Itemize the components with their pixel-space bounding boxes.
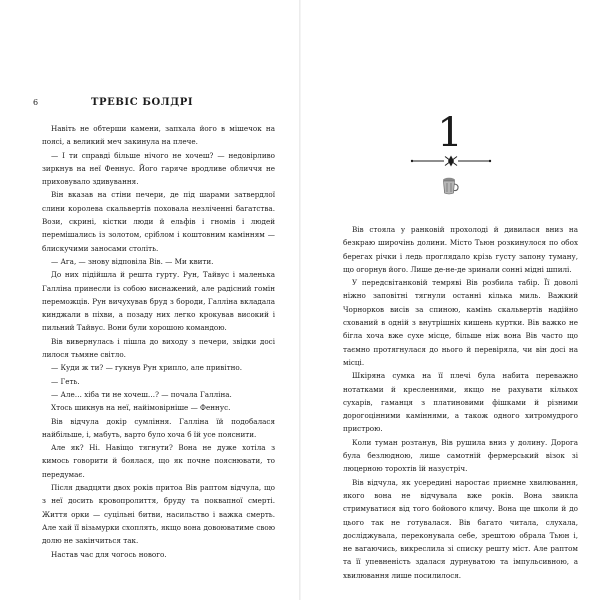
paragraph: Вів відчула, як усередині наростає приємне хвилювання, якого вона не відчувала вже років. Вона звикла стримуватися від того бойового кличу. Вона ще школи й до цього так не готувалася. Вів багато читала, слухала, досліджувала, переконувала себе, зрештою обрала Тьюн і, не вагаючись, викреслила зі списку решту міст. Але раптом та її упевненість здалася дурнуватою та імпульсивною, а хвилювання лише посилилося. xyxy=(343,477,578,580)
page-number: 6 xyxy=(33,98,39,107)
paragraph: Коли туман розтанув, Вів рушила вниз у долину. Дорога була безлюдною, лише самотній фермерський візок зі люцерною торохтів їй назустріч. xyxy=(343,437,578,474)
paragraph: У передсвітанковій темряві Вів розбила табір. Її доволі ніжно заповітні тягнули останні кілька миль. Важкий Чорнорков висів за спиною, камінь скальвертів надійно схований в одній з внутрішніх кишень куртки. Вів важко не бігла хоча вже сухе місце, більше ніж вона Вів часто що таємно протягнулася до нього й перевіряла, чи він досі на місці. xyxy=(343,278,578,367)
paragraph: — Геть. xyxy=(51,376,80,386)
running-head xyxy=(33,97,273,113)
paragraph: — Ага, — знову відповіла Вів. — Ми квити. xyxy=(51,256,214,266)
chapter-number: 1 xyxy=(437,110,463,156)
right-text-block xyxy=(343,223,578,582)
paragraph: Шкіряна сумка на її плечі була набита переважно нотатками й кресленнями, якщо не рахувати кількох сухарів, гаманця з платиновими фішками й різними дорогоцінними каміннями, а також одного хитромудрого пристрою. xyxy=(343,371,578,434)
paragraph: Але як? Ні. Навіщо тягнути? Вона не дуже хотіла з кимось говорити й боялася, що як почне пояснювати, то передумає. xyxy=(42,443,275,479)
paragraph: — Але… хіба ти не хочеш…? — почала Галліна. xyxy=(51,389,232,399)
mug-icon xyxy=(440,176,460,196)
paragraph: Навіть не обтерши камени, запхала його в мішечок на поясі, а великий меч закинула на плече. xyxy=(42,124,275,147)
paragraph: Хтось шикнув на неї, найімовірніше — Феннус. xyxy=(51,403,231,413)
right-page xyxy=(300,0,600,600)
paragraph: До них підійшла й решта гурту. Рун, Тайвус і маленька Галліна принесли із собою виснажений, але радісний гомін переможців. Рун вичухував бруд з бороди, Галліна вкладала кинджали в піхви, а позаду них легко крокував високий і пильний Тайвус. Вони були хорошою командою. xyxy=(42,270,275,333)
paragraph: Він вказав на стіни печери, де під шарами затвердлої слини королева скальвертів поховала незліченні багатства. Вози, скрині, кістки люди й ельфів і гномів і людей перемішались із золотом, сріблом і коштовним камінням — блискучими заносами століть. xyxy=(42,190,275,253)
paragraph: Вів вивернулась і пішла до виходу з печери, звідки досі лилося тьмяне світло. xyxy=(42,336,275,360)
paragraph: Вів відчула докір сумління. Галліна їй подобалася найбільше, і, мабуть, варто було хоча б їй усе пояснити. xyxy=(42,416,275,439)
paragraph: Після двадцяти двох років притоа Вів раптом відчула, що з неї досить кровопролиття, бруду та поквапної смерті. Життя орки — суцільні битви, насильство і важка смерть. Але хай її візьмурки схоплять, якщо вона довоюватиме свою долю не закінчиться так. xyxy=(42,483,275,546)
running-title: ТРЕВІС БОЛДРІ xyxy=(91,97,194,108)
paragraph: Настав час для чогось нового. xyxy=(51,549,167,559)
paragraph: — І ти справді більше нічого не хочеш? — недовірливо зиркнув на неї Феннус. Його гаряче вродливе обличчя не приховувало здивування. xyxy=(42,150,275,187)
paragraph: Вів стояла у ранковій прохолоді й дивилася вниз на безкраю широчінь долини. Місто Тьюн розкинулося по обох берегах річки і ледь проглядало крізь густу запону туману, що огорнув його. Лише де-не-де зринали сонні мідні шпилі. xyxy=(343,225,578,274)
paragraph: — Куди ж ти? — гукнув Рун хрипло, але привітно. xyxy=(51,363,243,373)
ornament-divider-icon xyxy=(410,155,492,167)
left-text-block xyxy=(42,122,275,561)
